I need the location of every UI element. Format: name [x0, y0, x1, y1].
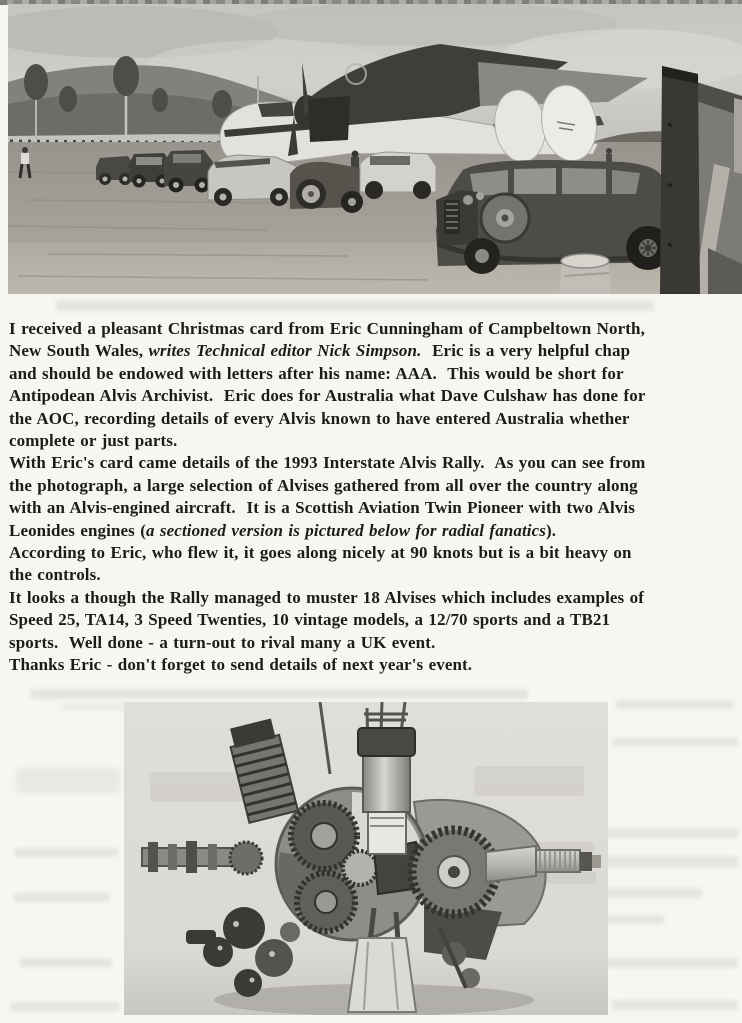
italic-text-segment: a sectioned version is pictured below for radial fanatics	[145, 520, 546, 540]
ghost-bleed-through	[14, 848, 118, 857]
text-segment: Eric is a very helpful chap	[421, 341, 631, 361]
ghost-bleed-through	[14, 893, 110, 902]
car-4-light-tourer	[208, 155, 298, 206]
text-segment: Antipodean Alvis Archivist. Eric does for Australia what Dave Culshaw has done for	[9, 386, 646, 406]
ghost-bleed-through	[612, 1000, 738, 1010]
text-segment: complete or just parts.	[9, 431, 178, 451]
ghost-bleed-through	[16, 768, 120, 794]
text-line	[9, 587, 741, 609]
text-line	[9, 475, 741, 497]
text-line	[9, 452, 741, 474]
car-7-big-saloon	[436, 160, 684, 274]
text-segment: and should be endowed with letters after his name: AAA. This would be short for	[9, 363, 624, 383]
ghost-bleed-through	[606, 828, 738, 838]
car-5-sports	[290, 162, 363, 213]
text-segment: the AOC, recording details of every Alvis known to have entered Australia whether	[9, 408, 630, 428]
text-segment: sports. Well done - a turn-out to rival many a UK event.	[9, 632, 436, 652]
text-line	[9, 609, 741, 631]
text-segment: Speed 25, TA14, 3 Speed Twenties, 10 vintage models, a 12/70 sports and a TB21	[9, 610, 611, 630]
ghost-bleed-through	[20, 958, 112, 967]
text-line	[9, 340, 741, 362]
text-segment: with an Alvis-engined aircraft. It is a Scottish Aviation Twin Pioneer with two Alvis	[9, 498, 635, 518]
ghost-bleed-through	[30, 689, 528, 699]
text-segment: I received a pleasant Christmas card from Eric Cunningham of Campbeltown North,	[9, 319, 645, 338]
text-segment: Thanks Eric - don't forget to send details of next year's event.	[9, 655, 473, 675]
text-line	[9, 430, 741, 452]
text-line	[9, 318, 741, 340]
text-line	[9, 542, 741, 564]
ghost-bleed-through	[602, 856, 738, 868]
text-segment: Leonides engines (	[9, 520, 146, 540]
text-line	[9, 497, 741, 519]
barrel	[559, 254, 611, 294]
text-line	[9, 408, 741, 430]
text-line	[9, 385, 741, 407]
rally-photo-art	[8, 4, 742, 294]
italic-text-segment: writes Technical editor Nick Simpson.	[148, 341, 422, 361]
ghost-bleed-through	[612, 738, 738, 746]
text-segment: the controls.	[9, 565, 101, 585]
text-segment: It looks a though the Rally managed to muster 18 Alvises which includes examples of	[9, 587, 644, 607]
sectioned-radial-engine-photo	[124, 702, 608, 1015]
text-line	[9, 632, 741, 654]
text-segment: ).	[545, 520, 557, 540]
wooden-sign-structure	[660, 66, 742, 294]
text-segment: New South Wales,	[9, 341, 149, 361]
ghost-bleed-through	[602, 888, 702, 898]
text-segment: the photograph, a large selection of Alvises gathered from all over the country along	[9, 475, 638, 495]
ghost-bleed-through	[56, 300, 654, 311]
text-line	[9, 520, 741, 542]
text-segment: According to Eric, who flew it, it goes along nicely at 90 knots but is a bit heavy on	[9, 543, 632, 563]
ghost-bleed-through	[602, 915, 664, 924]
ghost-bleed-through	[10, 1002, 120, 1011]
text-line	[9, 564, 741, 586]
text-line	[9, 363, 741, 385]
text-segment: With Eric's card came details of the 1993 Interstate Alvis Rally. As you can see from	[9, 453, 646, 473]
engine-photo-art	[124, 702, 608, 1015]
alvis-rally-airfield-photo	[8, 4, 742, 294]
article-text	[9, 318, 741, 677]
ghost-bleed-through	[616, 700, 734, 709]
text-line	[9, 654, 741, 676]
ghost-bleed-through	[606, 958, 738, 968]
car-6-white	[360, 152, 436, 199]
